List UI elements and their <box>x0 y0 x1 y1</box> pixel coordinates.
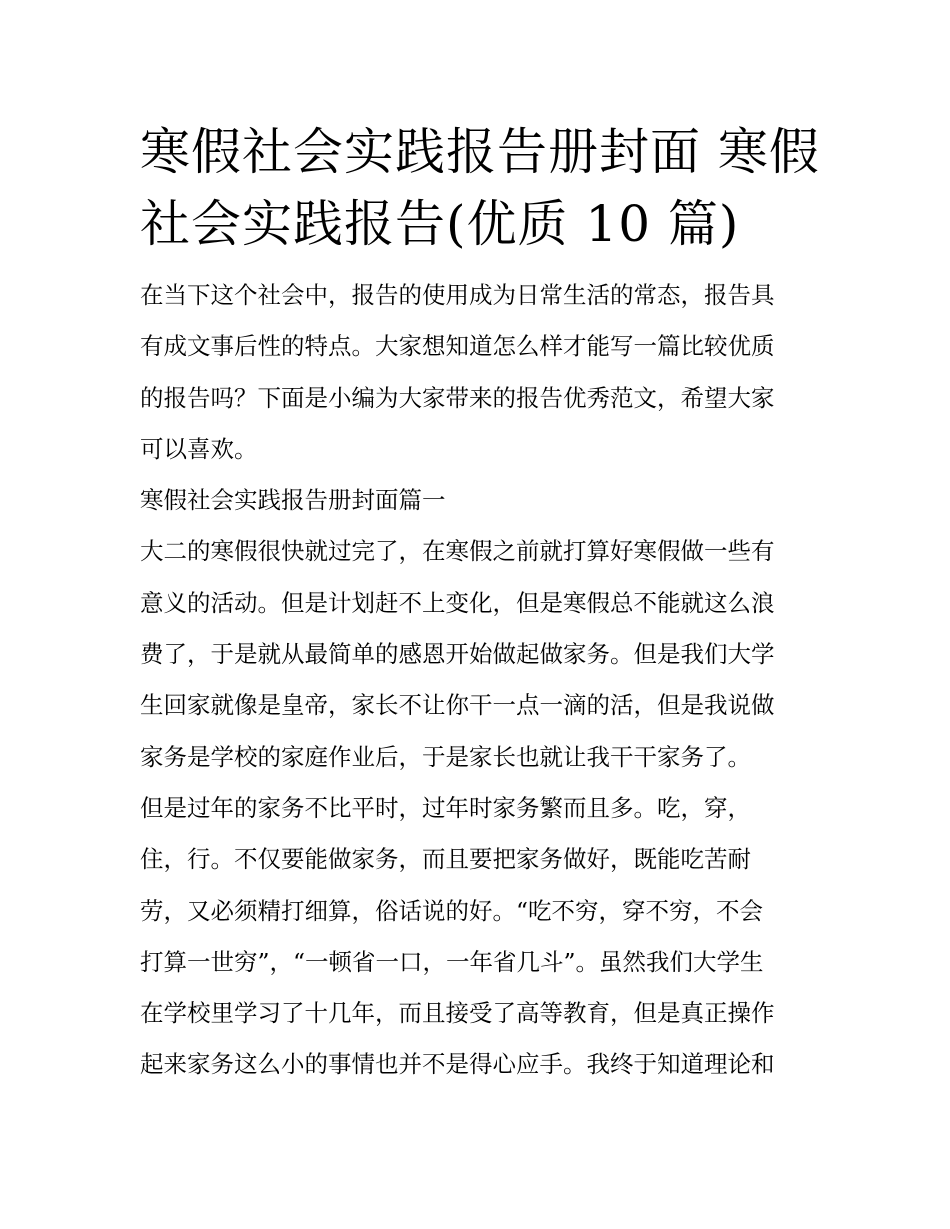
intro-line: 的报告吗？下面是小编为大家带来的报告优秀范文，希望大家 <box>140 383 775 412</box>
title-line: 寒假社会实践报告册封面 寒假 <box>140 123 820 181</box>
section-heading: 寒假社会实践报告册封面篇一 <box>140 486 446 515</box>
paragraph-line: 起来家务这么小的事情也并不是得心应手。我终于知道理论和 <box>140 1050 775 1079</box>
paragraph-line: 意义的活动。但是计划赶不上变化，但是寒假总不能就这么浪 <box>140 588 775 617</box>
paragraph-line: 打算一世穷”，“一顿省一口，一年省几斗”。虽然我们大学生 <box>140 947 764 976</box>
document-title <box>140 116 820 260</box>
paragraph-line: 住，行。不仅要能做家务，而且要把家务做好，既能吃苦耐 <box>140 845 751 874</box>
paragraph-line: 劳，又必须精打细算，俗话说的好。“吃不穷，穿不穷，不会 <box>140 896 764 925</box>
intro-line: 可以喜欢。 <box>140 434 258 463</box>
paragraph-line: 但是过年的家务不比平时，过年时家务繁而且多。吃，穿， <box>140 793 751 822</box>
intro-line: 有成文事后性的特点。大家想知道怎么样才能写一篇比较优质 <box>140 332 775 361</box>
document-body <box>140 270 812 1091</box>
paragraph-line: 在学校里学习了十几年，而且接受了高等教育，但是真正操作 <box>140 999 775 1028</box>
paragraph-line: 家务是学校的家庭作业后，于是家长也就让我干干家务了。 <box>140 742 751 771</box>
paragraph-line: 大二的寒假很快就过完了，在寒假之前就打算好寒假做一些有 <box>140 537 775 566</box>
document-content <box>140 116 820 1091</box>
title-line: 社会实践报告(优质 10 篇) <box>140 195 740 253</box>
paragraph-line: 费了，于是就从最简单的感恩开始做起做家务。但是我们大学 <box>140 640 775 669</box>
intro-line: 在当下这个社会中，报告的使用成为日常生活的常态，报告具 <box>140 281 775 309</box>
paragraph-line: 生回家就像是皇帝，家长不让你干一点一滴的活，但是我说做 <box>140 691 775 720</box>
